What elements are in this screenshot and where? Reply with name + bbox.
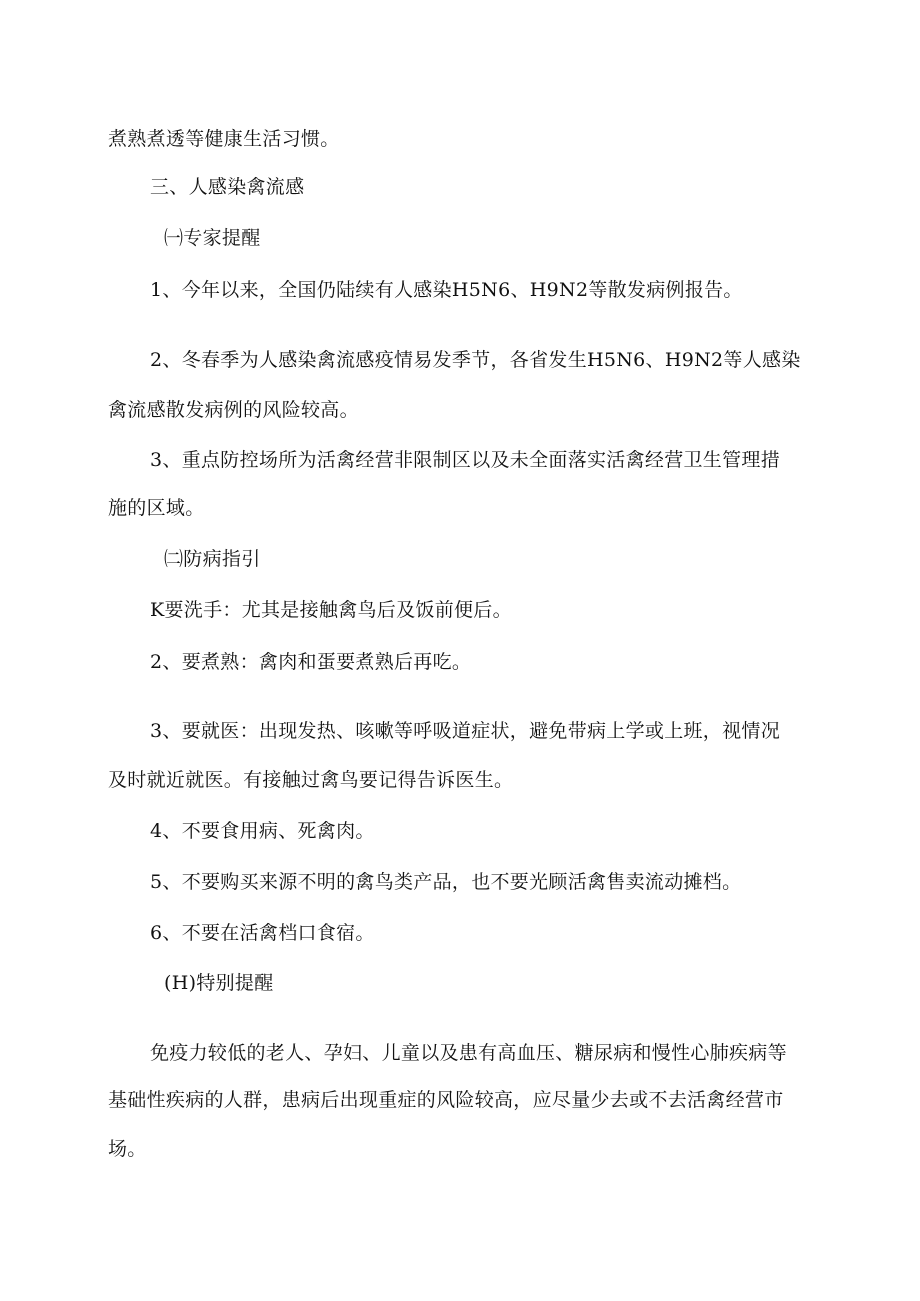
closing-paragraph-line-2: 基础性疾病的人群，患病后出现重症的风险较高，应尽量少去或不去活禽经营市 (108, 1089, 784, 1111)
subheading-prevention-guide: ㈡防病指引 (164, 548, 261, 570)
paragraph-item-3-line-1: 3、重点防控场所为活禽经营非限制区以及未全面落实活禽经营卫生管理措 (150, 449, 780, 471)
paragraph-item-2-line-2: 禽流感散发病例的风险较高。 (108, 399, 359, 421)
guide-item-2: 2、要煮熟：禽肉和蛋要煮熟后再吃。 (150, 651, 472, 673)
guide-item-6: 6、不要在活禽档口食宿。 (150, 922, 375, 944)
closing-paragraph-line-3: 场。 (108, 1138, 147, 1160)
paragraph-item-2-line-1: 2、冬春季为人感染禽流感疫情易发季节，各省发生H5N6、H9N2等人感染 (150, 349, 801, 371)
text-line-1: 煮熟煮透等健康生活习惯。 (108, 128, 340, 150)
subheading-special-reminder: (H)特别提醒 (164, 972, 274, 994)
guide-item-3-line-1: 3、要就医：出现发热、咳嗽等呼吸道症状，避免带病上学或上班，视情况 (150, 720, 780, 742)
paragraph-item-3-line-2: 施的区域。 (108, 497, 205, 519)
closing-paragraph-line-1: 免疫力较低的老人、孕妇、儿童以及患有高血压、糖尿病和慢性心肺疾病等 (150, 1042, 787, 1064)
guide-item-3-line-2: 及时就近就医。有接触过禽鸟要记得告诉医生。 (108, 769, 514, 791)
subheading-expert-reminder: ㈠专家提醒 (164, 227, 261, 249)
paragraph-item-1: 1、今年以来，全国仍陆续有人感染H5N6、H9N2等散发病例报告。 (150, 279, 743, 301)
guide-item-5: 5、不要购买来源不明的禽鸟类产品，也不要光顾活禽售卖流动摊档。 (150, 871, 742, 893)
section-heading-3: 三、人感染禽流感 (150, 176, 305, 198)
guide-item-1: K要洗手：尤其是接触禽鸟后及饭前便后。 (150, 599, 512, 621)
guide-item-4: 4、不要食用病、死禽肉。 (150, 820, 375, 842)
